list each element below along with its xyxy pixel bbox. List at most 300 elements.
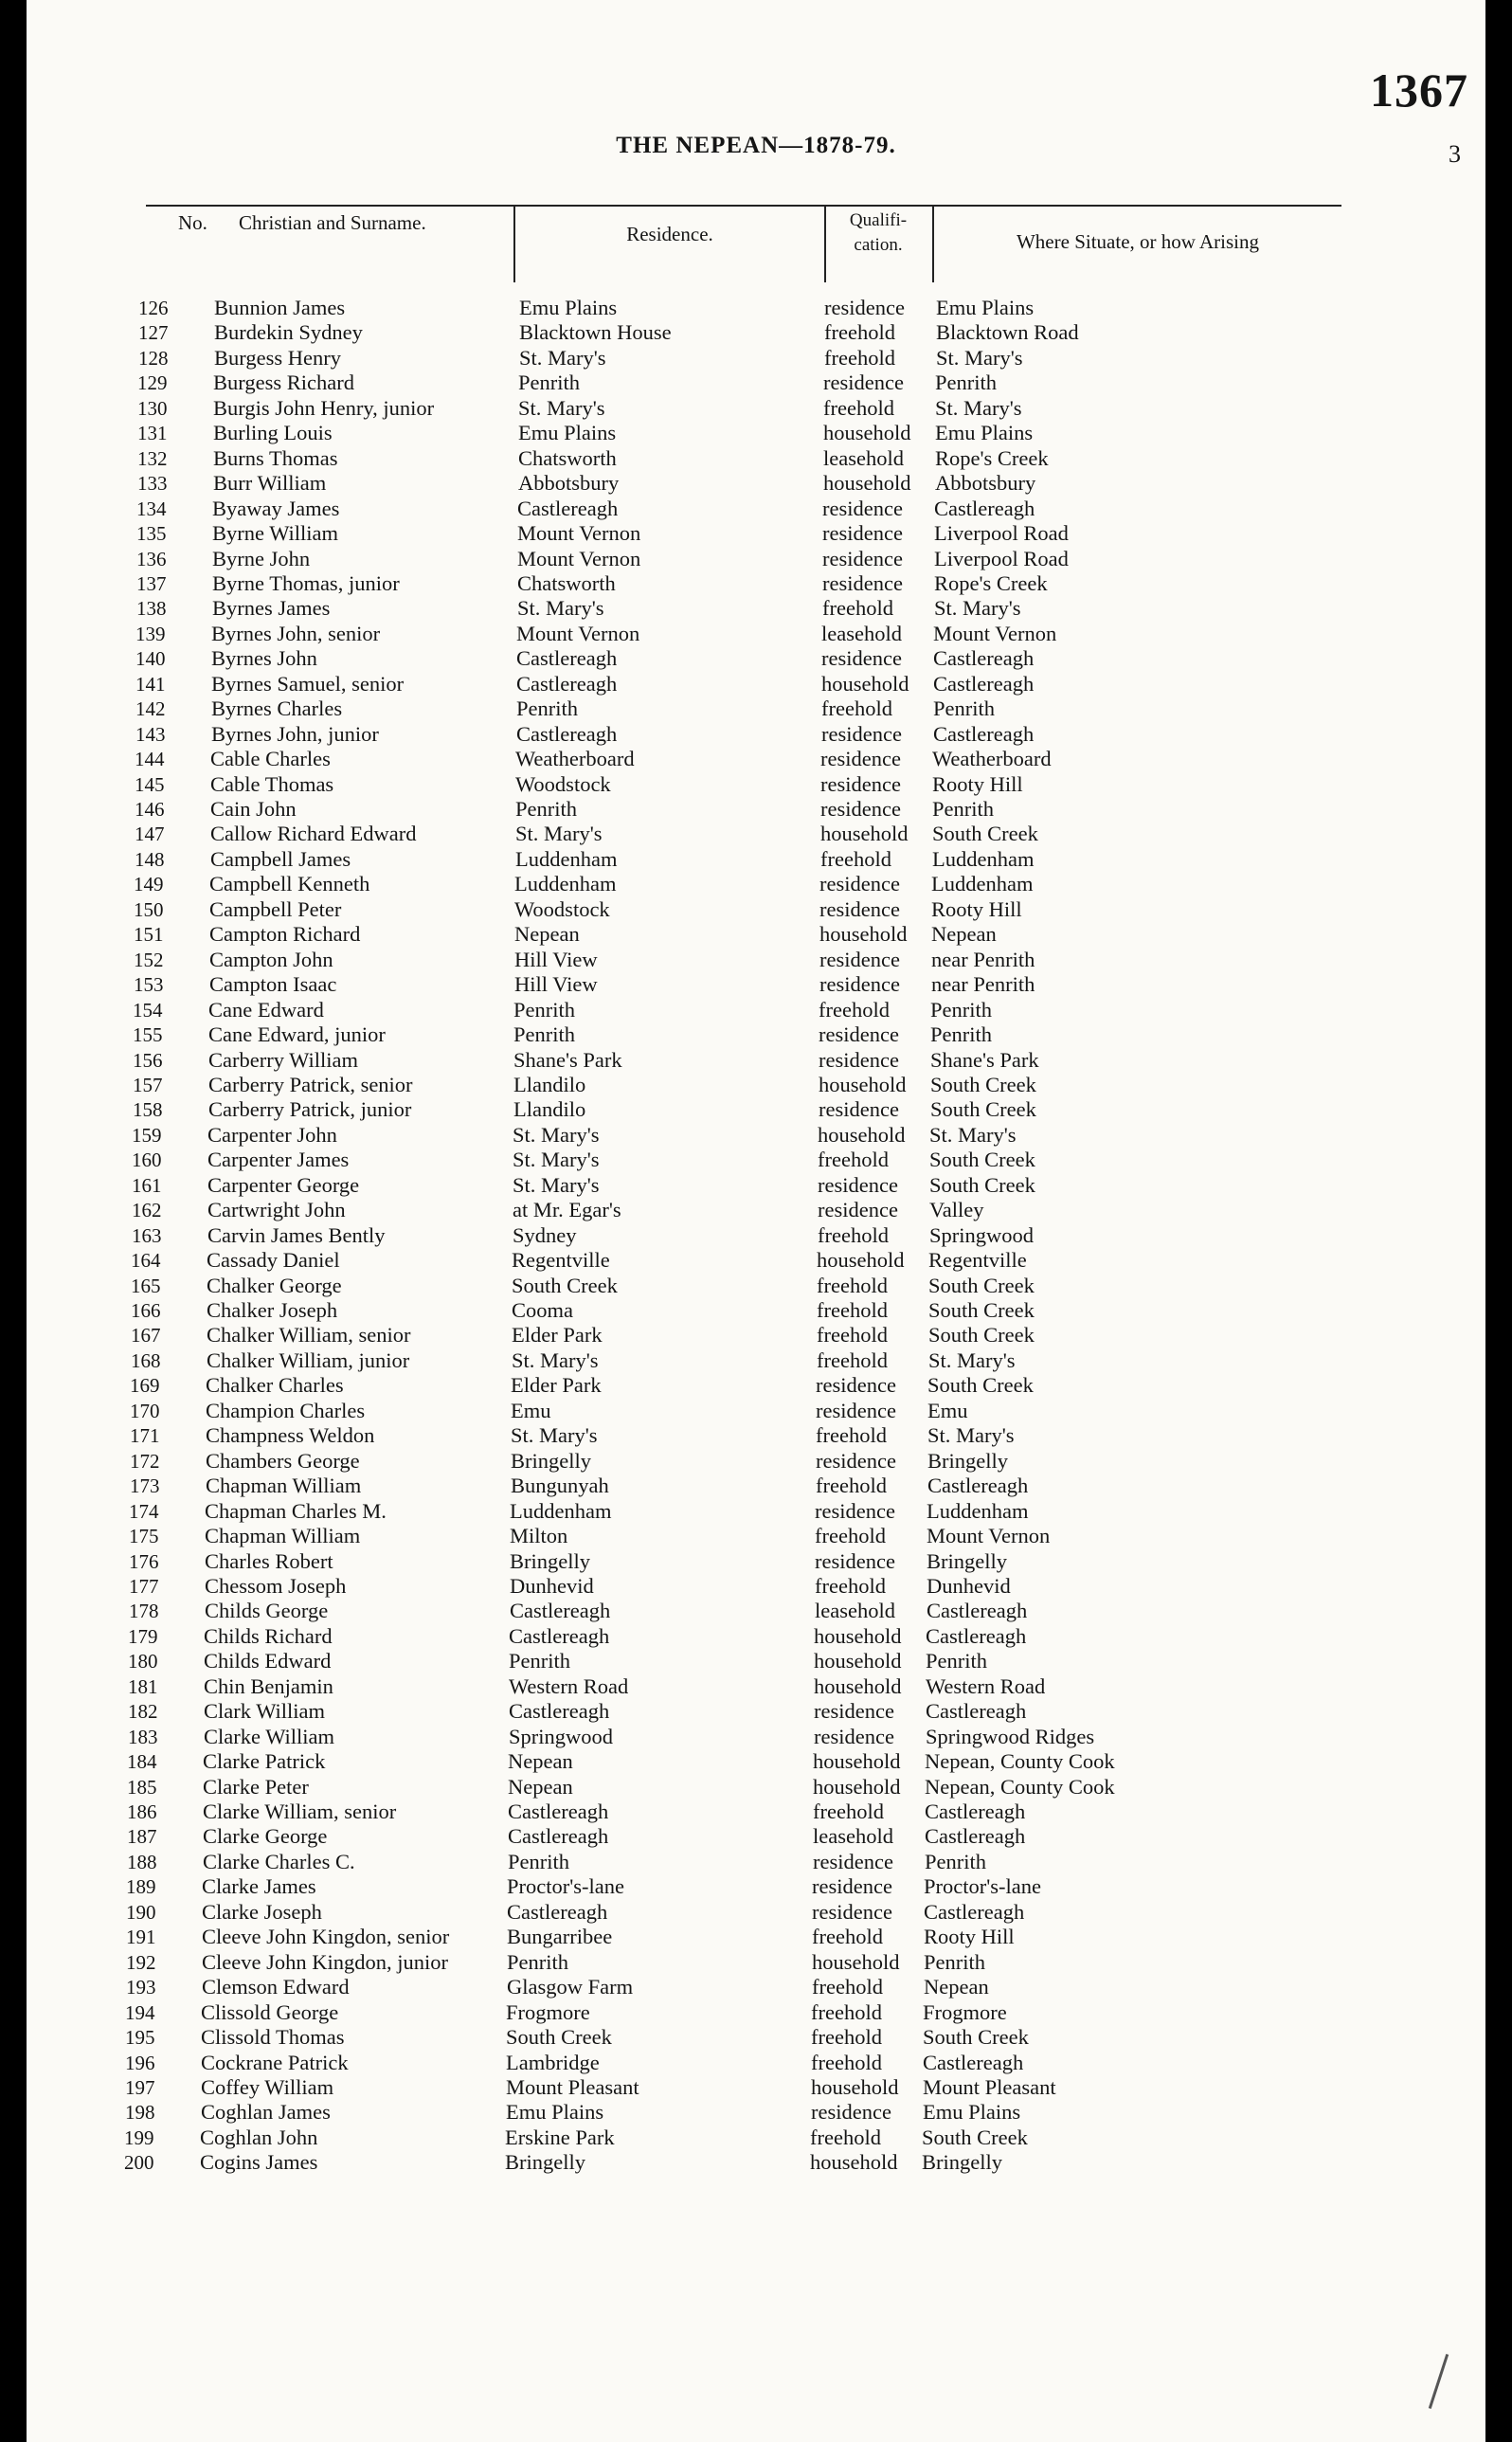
cell-residence: Lambridge: [506, 2050, 600, 2074]
header-no: No.: [178, 211, 207, 234]
cell-where: Nepean: [924, 1975, 989, 1999]
cell-residence: Llandilo: [513, 1097, 586, 1122]
cell-where: Weatherboard: [932, 747, 1052, 771]
cell-where: Liverpool Road: [934, 546, 1069, 570]
table-row: [21, 998, 1480, 1022]
cell-name: Chalker William, junior: [207, 1348, 410, 1372]
cell-where: Castlereagh: [925, 1800, 1026, 1823]
cell-number: 143: [135, 722, 166, 746]
cell-name: Byrne Thomas, junior: [212, 570, 400, 595]
cell-where: St. Mary's: [934, 596, 1021, 621]
table-row: [18, 1423, 1477, 1448]
cell-where: South Creek: [922, 2125, 1028, 2149]
cell-name: Chapman William: [205, 1524, 361, 1548]
table-row: [27, 320, 1485, 345]
cell-residence: Castlereagh: [516, 721, 618, 746]
cell-qualification: household: [819, 922, 908, 947]
cell-qualification: household: [811, 2074, 899, 2099]
cell-name: Callow Richard Edward: [210, 822, 417, 846]
page-number: 1367: [1370, 63, 1468, 117]
cell-number: 163: [132, 1223, 162, 1247]
cell-where: Castlereagh: [926, 1699, 1027, 1724]
cell-where: Rooty Hill: [932, 771, 1023, 796]
cell-qualification: household: [813, 1774, 901, 1799]
cell-qualification: freehold: [811, 2050, 882, 2074]
cell-where: Emu: [927, 1398, 968, 1422]
table-row: [18, 1399, 1477, 1423]
cell-name: Byrnes Charles: [211, 696, 343, 721]
cell-qualification: freehold: [810, 2125, 881, 2149]
cell-residence: Emu: [511, 1398, 551, 1422]
cell-number: 158: [133, 1098, 163, 1122]
cell-where: Emu Plains: [936, 296, 1035, 319]
cell-where: Liverpool Road: [934, 521, 1069, 546]
cell-name: Cane Edward, junior: [208, 1022, 386, 1047]
cell-qualification: household: [823, 421, 911, 445]
cell-qualification: residence: [811, 2100, 891, 2125]
cell-where: Penrith: [926, 1649, 987, 1673]
table-row: [13, 2000, 1472, 2025]
cell-qualification: household: [818, 1122, 906, 1147]
cell-where: St. Mary's: [935, 395, 1022, 420]
cell-where: Rooty Hill: [931, 896, 1022, 921]
cell-residence: Weatherboard: [515, 747, 635, 771]
cell-where: Penrith: [924, 1949, 985, 1974]
cell-residence: Bringelly: [511, 1448, 591, 1473]
table-row: [17, 1499, 1476, 1524]
table-row: [13, 2100, 1472, 2125]
cell-name: Campton John: [209, 947, 333, 971]
table-row: [14, 1900, 1473, 1925]
cell-name: Carvin James Bently: [207, 1222, 386, 1247]
cell-where: St. Mary's: [929, 1122, 1017, 1147]
cell-where: near Penrith: [931, 947, 1035, 971]
table-row: [17, 1574, 1476, 1599]
cell-name: Clissold George: [201, 1999, 339, 2024]
cell-number: 167: [131, 1324, 161, 1348]
cell-residence: Penrith: [516, 696, 578, 721]
cell-residence: Cooma: [512, 1298, 573, 1322]
cell-number: 171: [130, 1424, 160, 1448]
cell-where: Luddenham: [931, 872, 1034, 896]
cell-residence: Castlereagh: [510, 1599, 611, 1623]
cell-qualification: residence: [821, 646, 902, 671]
cell-qualification: freehold: [824, 320, 895, 345]
cell-where: Emu Plains: [923, 2100, 1021, 2125]
cell-name: Coghlan James: [201, 2100, 331, 2125]
cell-name: Bunnion James: [214, 296, 346, 319]
cell-name: Byaway James: [212, 496, 340, 520]
cell-number: 140: [135, 647, 166, 671]
cell-number: 177: [129, 1574, 159, 1598]
cell-where: Rope's Creek: [934, 570, 1048, 595]
cell-residence: Bungarribee: [507, 1925, 613, 1949]
cell-where: Blacktown Road: [936, 320, 1079, 345]
cell-number: 182: [128, 1700, 158, 1724]
cell-qualification: freehold: [816, 1474, 887, 1498]
cell-qualification: freehold: [817, 1323, 888, 1348]
cell-qualification: residence: [820, 797, 901, 821]
cell-name: Chalker Joseph: [207, 1298, 338, 1322]
cell-qualification: freehold: [817, 1273, 888, 1297]
cell-number: 144: [135, 748, 165, 771]
cell-residence: Mount Vernon: [517, 546, 641, 570]
cell-qualification: residence: [812, 1899, 892, 1924]
cell-residence: Nepean: [508, 1774, 573, 1799]
cell-where: Abbotsbury: [935, 471, 1036, 496]
cell-qualification: freehold: [817, 1298, 888, 1322]
table-row: [18, 1474, 1477, 1498]
cell-name: Chapman Charles M.: [205, 1498, 387, 1523]
cell-qualification: freehold: [813, 1800, 884, 1823]
cell-number: 200: [124, 2151, 154, 2175]
cell-name: Burdekin Sydney: [214, 320, 363, 345]
cell-qualification: freehold: [822, 596, 893, 621]
cell-qualification: household: [821, 671, 909, 696]
cell-residence: Nepean: [514, 922, 580, 947]
cell-qualification: residence: [819, 1047, 899, 1072]
cell-qualification: residence: [819, 947, 900, 971]
cell-residence: at Mr. Egar's: [513, 1198, 621, 1222]
table-row: [27, 296, 1485, 320]
cell-name: Cockrane Patrick: [201, 2050, 349, 2074]
cell-number: 136: [136, 547, 167, 570]
table-row: [27, 346, 1485, 371]
cell-number: 132: [137, 446, 168, 470]
cell-where: Castlereagh: [934, 496, 1035, 520]
cell-qualification: freehold: [811, 2025, 882, 2050]
table-row: [20, 1148, 1479, 1172]
cell-qualification: residence: [818, 1172, 898, 1197]
cell-where: South Creek: [927, 1373, 1034, 1398]
cell-qualification: freehold: [815, 1573, 886, 1598]
cell-where: Springwood Ridges: [926, 1724, 1095, 1748]
cell-number: 139: [135, 622, 166, 645]
cell-name: Cain John: [210, 797, 297, 821]
cell-where: Emu Plains: [935, 421, 1034, 445]
cell-name: Byrne William: [212, 521, 339, 546]
cell-number: 189: [126, 1875, 156, 1899]
cell-residence: Bungunyah: [511, 1474, 609, 1498]
table-row: [24, 672, 1483, 696]
table-row: [20, 1198, 1479, 1222]
cell-name: Clarke James: [202, 1874, 316, 1899]
cell-qualification: residence: [822, 496, 903, 520]
table-row: [23, 747, 1482, 771]
cell-number: 149: [134, 873, 164, 896]
table-row: [26, 446, 1485, 471]
cell-qualification: residence: [815, 1498, 895, 1523]
cell-number: 153: [134, 973, 164, 997]
cell-name: Childs Richard: [204, 1623, 333, 1648]
cell-residence: St. Mary's: [517, 596, 604, 621]
cell-where: South Creek: [928, 1323, 1035, 1348]
cell-where: Mount Vernon: [933, 621, 1057, 645]
table-row: [16, 1649, 1475, 1673]
table-row: [22, 897, 1481, 922]
cell-residence: Elder Park: [511, 1373, 602, 1398]
cell-name: Cassady Daniel: [207, 1248, 340, 1273]
cell-residence: Mount Pleasant: [506, 2074, 639, 2099]
cell-name: Campbell Kenneth: [209, 872, 370, 896]
cell-where: St. Mary's: [927, 1423, 1015, 1448]
cell-qualification: residence: [819, 972, 900, 997]
cell-number: 180: [128, 1650, 158, 1673]
cell-residence: Penrith: [513, 997, 575, 1022]
table-row: [22, 972, 1481, 997]
cell-residence: Llandilo: [513, 1072, 586, 1096]
cell-qualification: residence: [813, 1849, 893, 1873]
table-row: [24, 722, 1483, 747]
cell-qualification: freehold: [812, 1925, 883, 1949]
cell-qualification: freehold: [818, 1148, 889, 1172]
cell-residence: South Creek: [506, 2025, 612, 2050]
cell-residence: Luddenham: [515, 846, 618, 871]
cell-number: 187: [127, 1825, 157, 1849]
cell-number: 141: [135, 672, 166, 696]
cell-residence: Chatsworth: [517, 570, 616, 595]
cell-name: Champness Weldon: [206, 1423, 375, 1448]
cell-where: Frogmore: [923, 1999, 1007, 2024]
cell-number: 161: [132, 1173, 162, 1197]
cell-number: 151: [134, 923, 164, 947]
cell-number: 181: [128, 1674, 158, 1698]
cell-name: Carpenter John: [207, 1122, 337, 1147]
cell-where: South Creek: [929, 1172, 1035, 1197]
cell-where: Nepean: [931, 922, 997, 947]
cell-qualification: freehold: [815, 1524, 886, 1548]
cell-name: Clark William: [204, 1699, 326, 1724]
cell-number: 194: [125, 2000, 155, 2024]
cell-residence: St. Mary's: [518, 395, 605, 420]
cell-number: 154: [133, 998, 163, 1022]
cell-name: Campbell James: [210, 846, 351, 871]
register-page: [27, 0, 1485, 2442]
cell-residence: Penrith: [507, 1949, 568, 1974]
cell-where: St. Mary's: [936, 345, 1023, 370]
cell-number: 147: [135, 823, 165, 846]
cell-qualification: leasehold: [813, 1824, 893, 1849]
cell-qualification: residence: [818, 1198, 898, 1222]
cell-residence: Castlereagh: [509, 1699, 610, 1724]
cell-qualification: residence: [816, 1448, 896, 1473]
cell-residence: Springwood: [509, 1724, 614, 1748]
cell-residence: Woodstock: [514, 896, 610, 921]
cell-name: Chambers George: [206, 1448, 360, 1473]
cell-name: Cable Charles: [210, 747, 331, 771]
table-row: [13, 2025, 1472, 2050]
cell-name: Campton Isaac: [209, 972, 337, 997]
cell-qualification: residence: [822, 521, 903, 546]
cell-qualification: freehold: [821, 696, 892, 721]
cell-residence: St. Mary's: [515, 822, 603, 846]
table-row: [18, 1449, 1477, 1474]
cell-name: Clemson Edward: [202, 1975, 350, 1999]
cell-where: Penrith: [930, 1022, 992, 1047]
cell-where: South Creek: [930, 1097, 1036, 1122]
cell-residence: Penrith: [508, 1849, 569, 1873]
cell-residence: Dunhevid: [510, 1573, 594, 1598]
cell-residence: Nepean: [508, 1749, 573, 1774]
cell-residence: St. Mary's: [519, 345, 606, 370]
cell-residence: South Creek: [512, 1273, 618, 1297]
cell-qualification: household: [814, 1649, 902, 1673]
cell-number: 128: [138, 346, 169, 370]
cell-where: Bringelly: [922, 2150, 1002, 2175]
cell-name: Carberry Patrick, junior: [208, 1097, 412, 1122]
cell-where: Proctor's-lane: [924, 1874, 1042, 1899]
cell-number: 142: [135, 697, 166, 721]
cell-name: Cleeve John Kingdon, senior: [202, 1925, 450, 1949]
page-title: THE NEPEAN—1878-79.: [616, 133, 896, 158]
table-row: [25, 497, 1484, 521]
cell-name: Chessom Joseph: [205, 1573, 347, 1598]
cell-number: 159: [132, 1123, 162, 1147]
table-row: [26, 421, 1485, 445]
table-row: [21, 1073, 1480, 1097]
cell-qualification: leasehold: [823, 445, 904, 470]
cell-where: Castlereagh: [923, 2050, 1024, 2074]
cell-name: Burgess Richard: [213, 371, 354, 395]
cell-number: 157: [133, 1073, 163, 1096]
cell-name: Charles Robert: [205, 1548, 333, 1573]
cell-name: Byrnes Samuel, senior: [211, 671, 405, 696]
cell-number: 188: [127, 1850, 157, 1873]
cell-qualification: residence: [819, 1097, 899, 1122]
cell-residence: St. Mary's: [513, 1172, 600, 1197]
table-row: [17, 1599, 1476, 1623]
cell-qualification: residence: [815, 1548, 895, 1573]
cell-residence: Sydney: [513, 1222, 577, 1247]
table-row: [23, 797, 1482, 822]
cell-where: Castlereagh: [927, 1599, 1028, 1623]
cell-number: 195: [125, 2026, 155, 2050]
cell-where: Castlereagh: [926, 1623, 1027, 1648]
cell-qualification: residence: [819, 872, 900, 896]
cell-where: Castlereagh: [924, 1899, 1025, 1924]
table-row: [25, 596, 1484, 621]
cell-residence: Castlereagh: [508, 1824, 609, 1849]
cell-qualification: residence: [820, 747, 901, 771]
cell-name: Carpenter George: [207, 1172, 360, 1197]
cell-name: Burgess Henry: [214, 345, 341, 370]
header-name: Christian and Surname.: [239, 211, 426, 234]
cell-where: Bringelly: [927, 1448, 1008, 1473]
cell-name: Clissold Thomas: [201, 2025, 345, 2050]
cell-name: Campbell Peter: [209, 896, 342, 921]
cell-name: Byrnes John: [211, 646, 317, 671]
cell-residence: St. Mary's: [512, 1348, 599, 1372]
cell-residence: St. Mary's: [513, 1148, 600, 1172]
cell-where: Mount Vernon: [927, 1524, 1051, 1548]
cell-residence: St. Mary's: [511, 1423, 598, 1448]
cell-residence: Abbotsbury: [518, 471, 620, 496]
cell-qualification: freehold: [817, 1348, 888, 1372]
cell-number: 174: [129, 1499, 159, 1523]
cell-number: 184: [127, 1750, 157, 1774]
cell-number: 170: [130, 1399, 160, 1422]
cell-name: Carpenter James: [207, 1148, 350, 1172]
cell-where: Nepean, County Cook: [925, 1774, 1115, 1799]
table-row: [22, 948, 1481, 972]
table-row: [26, 396, 1485, 421]
cell-number: 134: [136, 497, 167, 520]
cell-residence: Emu Plains: [506, 2100, 604, 2125]
cell-name: Chapman William: [206, 1474, 362, 1498]
cell-where: Springwood: [929, 1222, 1035, 1247]
cell-qualification: freehold: [811, 1999, 882, 2024]
cell-name: Clarke Peter: [203, 1774, 309, 1799]
cell-number: 146: [135, 798, 165, 821]
table-row: [16, 1624, 1475, 1649]
table-row: [20, 1173, 1479, 1198]
cell-name: Clarke Patrick: [203, 1749, 326, 1774]
cell-residence: Castlereagh: [507, 1899, 608, 1924]
cell-number: 178: [129, 1600, 159, 1623]
table-row: [23, 847, 1482, 872]
cell-name: Coghlan John: [200, 2125, 318, 2149]
table-row: [16, 1725, 1475, 1749]
cell-number: 156: [133, 1048, 163, 1072]
cell-name: Byrnes John, junior: [211, 721, 379, 746]
cell-name: Childs Edward: [204, 1649, 332, 1673]
table-row: [26, 371, 1485, 395]
cell-number: 148: [135, 847, 165, 871]
header-residence: Residence.: [626, 223, 713, 245]
cell-residence: Proctor's-lane: [507, 1874, 625, 1899]
cell-name: Champion Charles: [206, 1398, 366, 1422]
table-row: [19, 1323, 1478, 1348]
cell-name: Campton Richard: [209, 922, 361, 947]
cell-residence: Milton: [510, 1524, 568, 1548]
cell-name: Clarke Joseph: [202, 1899, 322, 1924]
cell-where: South Creek: [928, 1273, 1035, 1297]
table-row: [24, 696, 1483, 721]
cell-number: 135: [136, 522, 167, 546]
cell-name: Chin Benjamin: [204, 1673, 333, 1698]
cell-number: 160: [132, 1149, 162, 1172]
cell-where: Nepean, County Cook: [925, 1749, 1115, 1774]
cell-qualification: household: [812, 1949, 900, 1974]
cell-name: Byrne John: [212, 546, 311, 570]
cell-residence: Hill View: [514, 972, 598, 997]
cell-residence: Penrith: [513, 1022, 575, 1047]
cell-number: 176: [129, 1549, 159, 1573]
cell-qualification: household: [823, 471, 911, 496]
cell-number: 192: [126, 1950, 156, 1974]
cell-where: Penrith: [932, 797, 994, 821]
cell-qualification: household: [820, 822, 909, 846]
cell-qualification: freehold: [819, 997, 890, 1022]
table-row: [16, 1699, 1475, 1724]
cell-residence: Erskine Park: [505, 2125, 615, 2149]
table-row: [19, 1348, 1478, 1373]
cell-where: Bringelly: [927, 1548, 1007, 1573]
cell-name: Burgis John Henry, junior: [213, 395, 435, 420]
cell-where: Shane's Park: [930, 1047, 1039, 1072]
pencil-mark: [1429, 2354, 1449, 2409]
cell-qualification: freehold: [812, 1975, 883, 1999]
table-row: [13, 2051, 1472, 2075]
cell-number: 152: [134, 948, 164, 971]
table-row: [26, 471, 1485, 496]
cell-where: Penrith: [933, 696, 995, 721]
cell-where: Castlereagh: [933, 671, 1035, 696]
table-row: [19, 1298, 1478, 1323]
cell-qualification: leasehold: [815, 1599, 895, 1623]
cell-residence: Bringelly: [505, 2150, 585, 2175]
cell-where: South Creek: [928, 1298, 1035, 1322]
